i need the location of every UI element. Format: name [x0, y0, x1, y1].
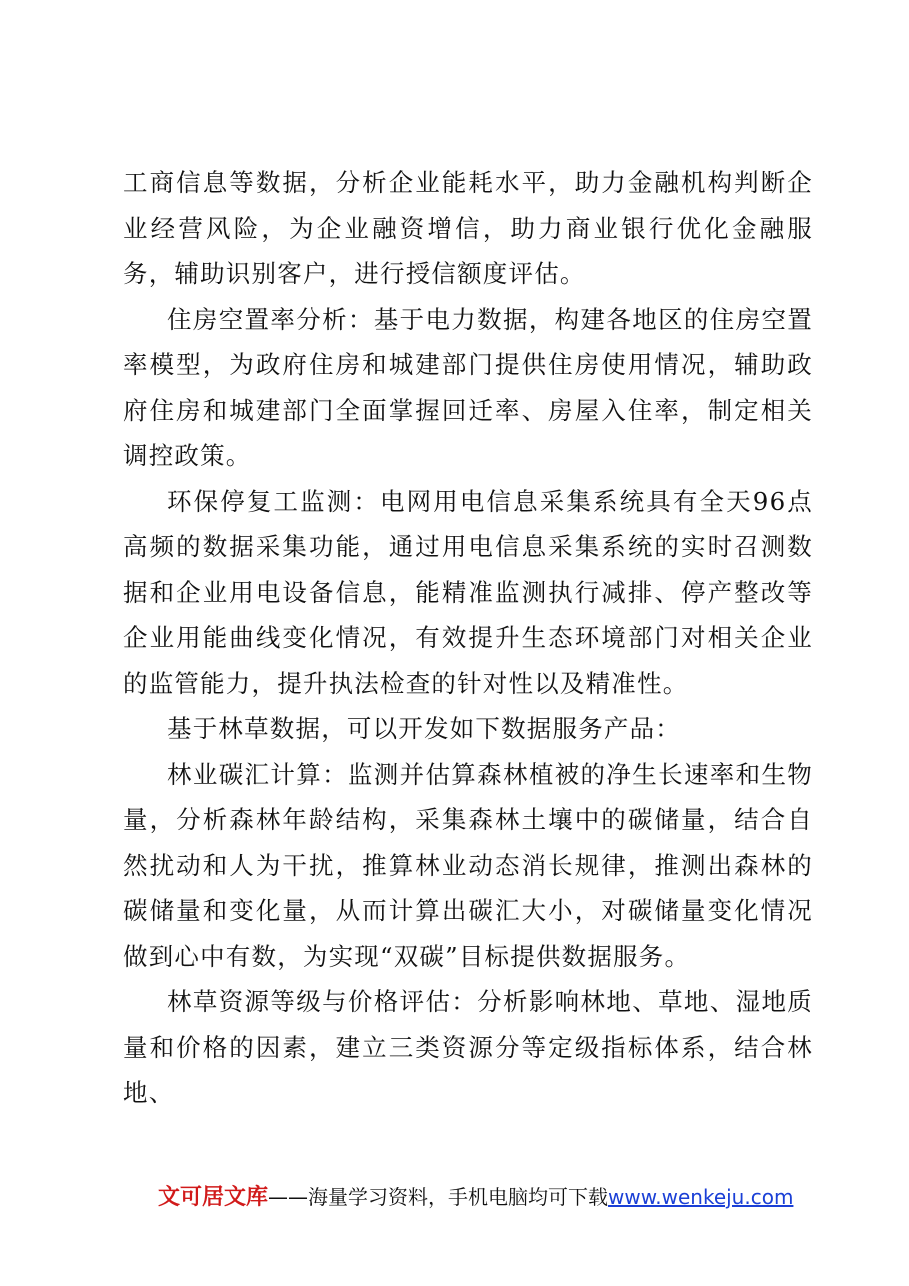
paragraph: 环保停复工监测：电网用电信息采集系统具有全天96点高频的数据采集功能，通过用电信息采集系统的实时召测数据和企业用电设备信息，能精准监测执行减排、停产整改等企业用能曲线变化情况，有效提升生态环境部门对相关企业的监管能力，提升执法检查的针对性以及精准性。: [123, 486, 813, 698]
paragraph: 林草资源等级与价格评估：分析影响林地、草地、湿地质量和价格的因素，建立三类资源分等定级指标体系，结合林地、: [123, 987, 813, 1107]
footer-banner: [158, 1180, 858, 1211]
footer-slogan: ——海量学习资料，手机电脑均可下载: [268, 1185, 609, 1209]
paragraph: 林业碳汇计算：监测并估算森林植被的净生长速率和生物量，分析森林年龄结构，采集森林土壤中的碳储量，结合自然扰动和人为干扰，推算林业动态消长规律，推测出森林的碳储量和变化量，从而计算出碳汇大小，对碳储量变化情况做到心中有数，为实现“双碳”目标提供数据服务。: [123, 759, 813, 971]
footer-brand: 文可居文库: [158, 1185, 269, 1210]
paragraph: 工商信息等数据，分析企业能耗水平，助力金融机构判断企业经营风险，为企业融资增信，助力商业银行优化金融服务，辅助识别客户，进行授信额度评估。: [123, 168, 813, 288]
footer-website-link[interactable]: www.wenkeju.com: [608, 1185, 794, 1209]
paragraph: 基于林草数据，可以开发如下数据服务产品：: [167, 714, 681, 743]
paragraph: 住房空置率分析：基于电力数据，构建各地区的住房空置率模型，为政府住房和城建部门提供住房使用情况，辅助政府住房和城建部门全面掌握回迁率、房屋入住率，制定相关调控政策。: [123, 304, 813, 470]
document-body: [123, 160, 813, 1116]
